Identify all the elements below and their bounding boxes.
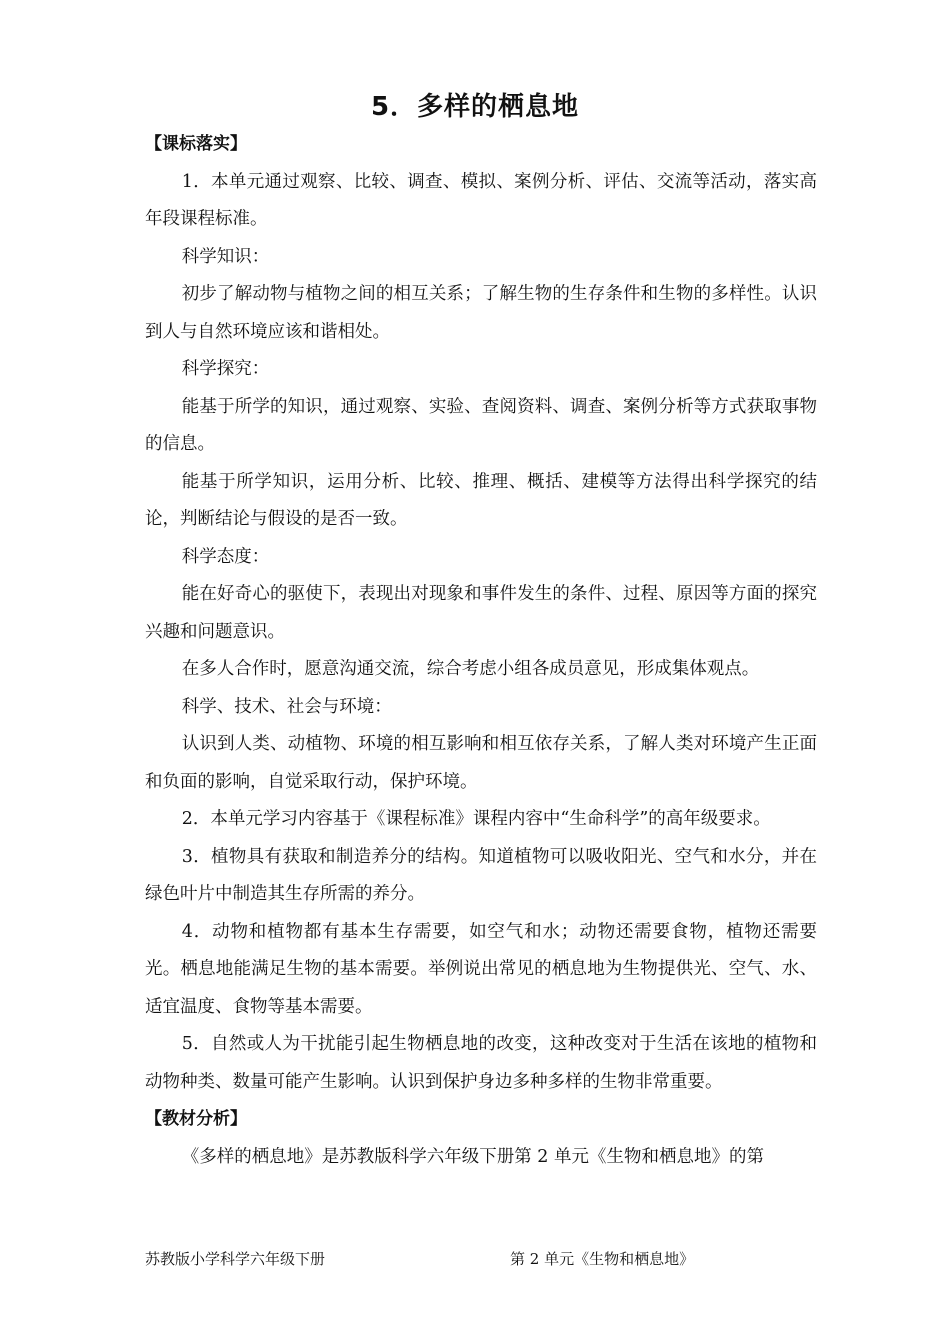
paragraph: 能基于所学的知识，通过观察、实验、查阅资料、调查、案例分析等方式获取事物的信息。 xyxy=(145,396,817,454)
page-title: 5．多样的栖息地 xyxy=(370,92,580,122)
paragraph: 5．自然或人为干扰能引起生物栖息地的改变，这种改变对于生活在该地的植物和动物种类、数量可能产生影响。认识到保护身边多种多样的生物非常重要。 xyxy=(145,1034,817,1092)
section-heading-material-analysis: 【教材分析】 xyxy=(145,1109,247,1129)
footer-left: 苏教版小学科学六年级下册 xyxy=(145,1250,326,1268)
paragraph: 能在好奇心的驱使下，表现出对现象和事件发生的条件、过程、原因等方面的探究兴趣和问题意识。 xyxy=(145,584,817,642)
paragraph: 认识到人类、动植物、环境的相互影响和相互依存关系，了解人类对环境产生正面和负面的影响，自觉采取行动，保护环境。 xyxy=(145,734,817,792)
document-body xyxy=(145,126,817,1176)
paragraph: 科学、技术、社会与环境： xyxy=(181,696,392,717)
paragraph: 《多样的栖息地》是苏教版科学六年级下册第 2 单元《生物和栖息地》的第 xyxy=(181,1146,765,1167)
paragraph: 科学探究： xyxy=(181,359,270,379)
section-heading-curriculum: 【课标落实】 xyxy=(145,134,247,154)
paragraph: 科学知识： xyxy=(181,246,270,267)
paragraph: 能基于所学知识，运用分析、比较、推理、概括、建模等方法得出科学探究的结论，判断结论与假设的是否一致。 xyxy=(145,471,817,529)
paragraph: 1．本单元通过观察、比较、调查、模拟、案例分析、评估、交流等活动，落实高年段课程标准。 xyxy=(145,171,817,229)
paragraph: 在多人合作时，愿意沟通交流，综合考虑小组各成员意见，形成集体观点。 xyxy=(181,659,760,679)
paragraph: 4．动物和植物都有基本生存需要，如空气和水；动物还需要食物，植物还需要光。栖息地能满足生物的基本需要。举例说出常见的栖息地为生物提供光、空气、水、适宜温度、食物等基本需要。 xyxy=(145,921,817,1017)
paragraph: 科学态度： xyxy=(181,546,270,567)
paragraph: 3．植物具有获取和制造养分的结构。知道植物可以吸收阳光、空气和水分，并在绿色叶片中制造其生存所需的养分。 xyxy=(145,846,817,904)
paragraph: 初步了解动物与植物之间的相互关系；了解生物的生存条件和生物的多样性。认识到人与自然环境应该和谐相处。 xyxy=(145,284,817,342)
footer-right: 第 2 单元《生物和栖息地》 xyxy=(510,1250,695,1268)
paragraph: 2．本单元学习内容基于《课程标准》课程内容中“生命科学”的高年级要求。 xyxy=(181,809,771,829)
